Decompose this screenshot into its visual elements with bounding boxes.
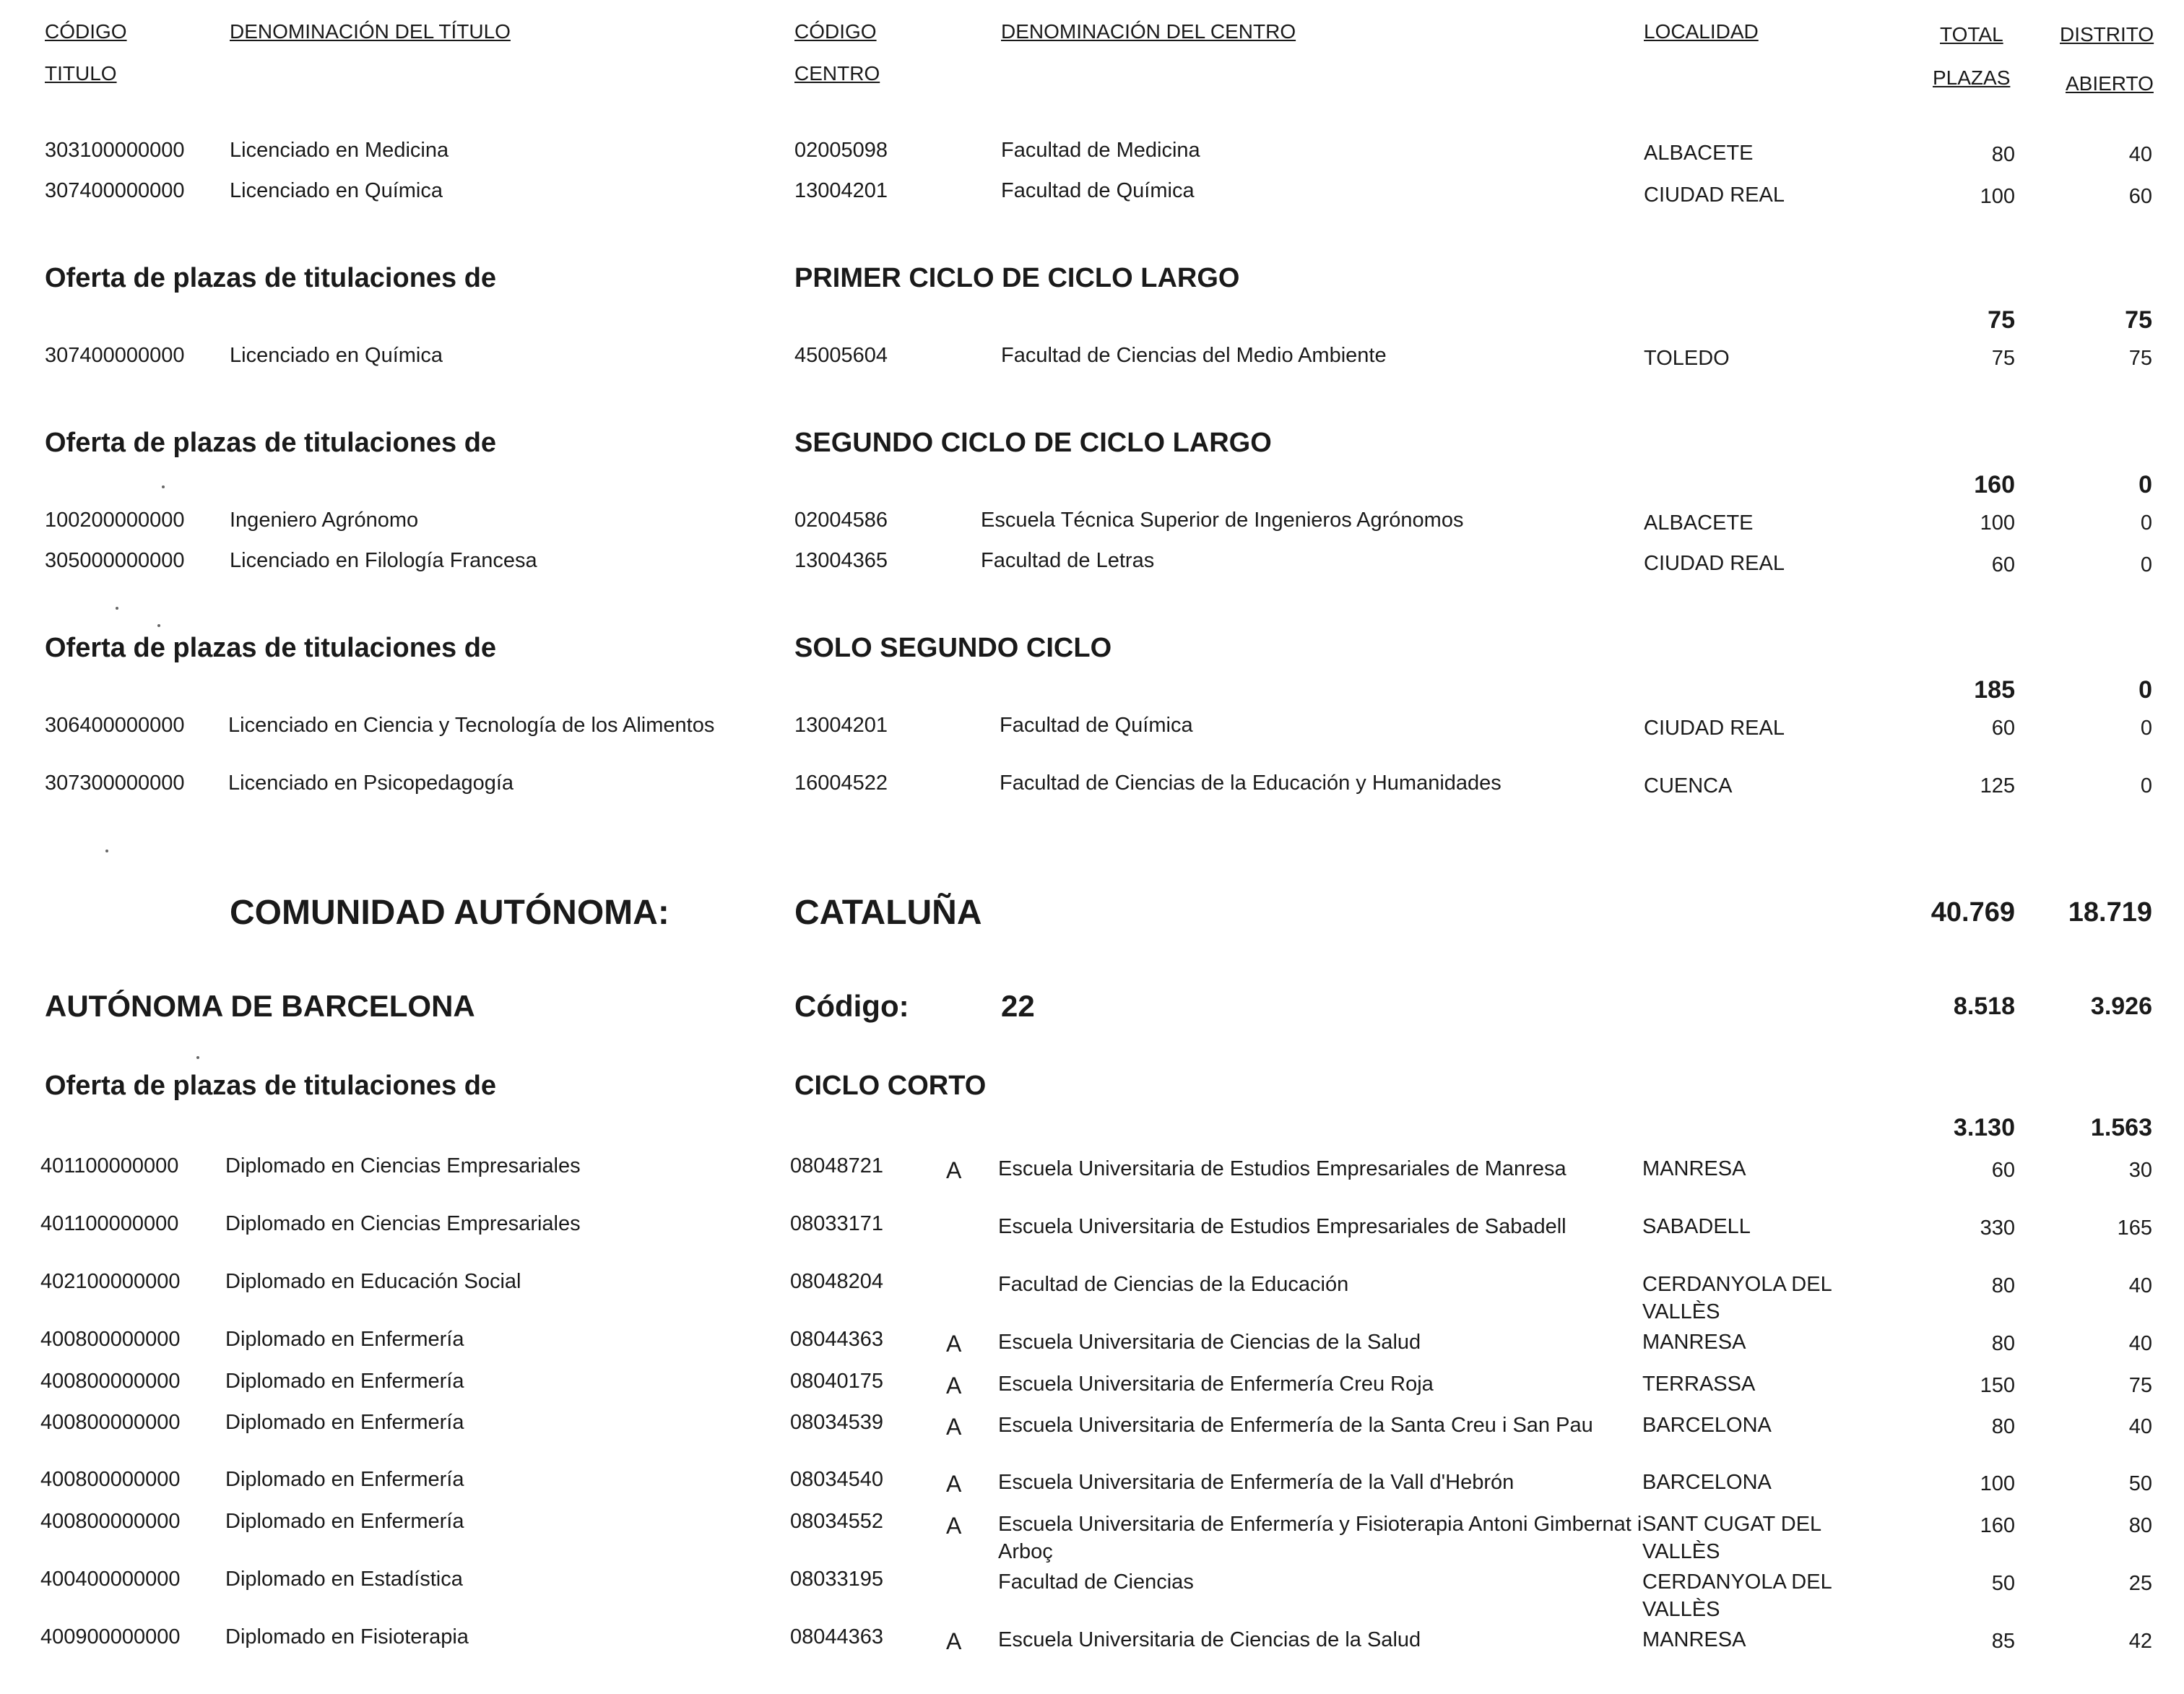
row-locality-line2: VALLÈS [1642,1300,1720,1323]
row-code: 400800000000 [40,1510,181,1533]
row-locality: ALBACETE [1644,142,1754,165]
section-title: SEGUNDO CICLO DE CICLO LARGO [794,428,1272,458]
row-total: 100 [1980,185,2015,208]
row-locality: CIUDAD REAL [1644,552,1785,575]
row-open: 75 [2128,1374,2152,1397]
row-center-code: 13004365 [794,549,888,572]
section-open: 75 [2125,306,2152,334]
row-center-code: 16004522 [794,772,888,795]
row-total: 125 [1980,774,2015,798]
header-codigo-centro: CÓDIGO [794,20,877,43]
row-center-code: 08040175 [790,1370,884,1393]
row-locality: CERDANYOLA DEL [1642,1570,1832,1594]
offer-label: Oferta de plazas de titulaciones de [45,428,497,458]
row-total: 330 [1980,1217,2015,1240]
row-center-code: 13004201 [794,714,888,737]
row-title: Diplomado en Enfermería [225,1328,464,1351]
row-total: 60 [1991,553,2015,576]
section-title: CICLO CORTO [794,1071,987,1101]
header-distrito: DISTRITO [2060,23,2154,46]
row-title: Ingeniero Agrónomo [230,509,419,532]
row-center-code: 02005098 [794,139,888,162]
row-center: Escuela Universitaria de Estudios Empresariales de Manresa [998,1157,1566,1180]
row-locality-line2: VALLÈS [1642,1598,1720,1621]
row-code: 400800000000 [40,1468,181,1491]
row-center: Escuela Universitaria de Enfermería de la Vall d'Hebrón [998,1471,1514,1494]
row-code: 401100000000 [40,1154,179,1177]
row-open: 0 [2140,774,2152,798]
offer-label: Oferta de plazas de titulaciones de [45,633,497,663]
row-total: 50 [1991,1572,2015,1595]
row-total: 100 [1980,1472,2015,1495]
row-open: 25 [2128,1572,2152,1595]
header-plazas: PLAZAS [1933,66,2011,89]
row-flag: A [946,1471,962,1497]
row-open: 40 [2128,1415,2152,1438]
row-center: Escuela Universitaria de Enfermería y Fisioterapia Antoni Gimbernat i [998,1513,1642,1536]
row-code: 400800000000 [40,1411,181,1434]
section-title: PRIMER CICLO DE CICLO LARGO [794,263,1240,293]
row-code: 305000000000 [45,549,185,572]
row-title: Licenciado en Química [230,179,443,202]
row-flag: A [946,1373,962,1399]
row-open: 60 [2128,185,2152,208]
university-name: AUTÓNOMA DE BARCELONA [45,989,475,1023]
row-code: 400800000000 [40,1370,181,1393]
row-center-code: 08048204 [790,1270,884,1293]
section-open: 1.563 [2090,1114,2152,1141]
row-center: Facultad de Ciencias de la Educación y Humanidades [1000,772,1502,795]
row-locality: TOLEDO [1644,347,1730,370]
university-code-label: Código: [794,989,909,1023]
row-title: Diplomado en Ciencias Empresariales [225,1154,581,1177]
row-open: 42 [2128,1630,2152,1653]
section-total: 75 [1988,306,2015,334]
row-code: 400800000000 [40,1328,181,1351]
section-title: SOLO SEGUNDO CICLO [794,633,1112,663]
row-open: 30 [2128,1159,2152,1182]
header-localidad: LOCALIDAD [1644,20,1759,43]
row-open: 40 [2128,1274,2152,1297]
row-open: 0 [2140,553,2152,576]
header-codigo: CÓDIGO [45,20,127,43]
offer-label: Oferta de plazas de titulaciones de [45,263,497,293]
section-total: 3.130 [1953,1114,2015,1141]
row-total: 80 [1991,1415,2015,1438]
row-center-line2: Arboç [998,1540,1053,1563]
row-center: Facultad de Ciencias [998,1570,1194,1594]
row-code: 306400000000 [45,714,185,737]
header-total: TOTAL [1940,23,2003,46]
row-center-code: 08034552 [790,1510,884,1533]
scan-speck [105,850,108,852]
row-center-code: 08033171 [790,1212,884,1235]
row-center: Facultad de Química [1001,179,1195,202]
community-label: COMUNIDAD AUTÓNOMA: [230,894,670,932]
university-code: 22 [1001,989,1035,1023]
header-denominacion-titulo: DENOMINACIÓN DEL TÍTULO [230,20,511,43]
scan-speck [116,607,118,610]
row-open: 0 [2140,717,2152,740]
row-code: 100200000000 [45,509,185,532]
row-title: Licenciado en Filología Francesa [230,549,537,572]
row-total: 60 [1991,1159,2015,1182]
row-open: 50 [2128,1472,2152,1495]
scan-speck [157,624,160,627]
row-locality: MANRESA [1642,1157,1746,1180]
row-locality: BARCELONA [1642,1471,1772,1494]
row-center-code: 08044363 [790,1328,884,1351]
row-code: 402100000000 [40,1270,181,1293]
section-total: 185 [1974,676,2015,704]
row-locality-line2: VALLÈS [1642,1540,1720,1563]
header-denominacion-centro: DENOMINACIÓN DEL CENTRO [1001,20,1296,43]
row-total: 160 [1980,1514,2015,1537]
row-total: 75 [1991,347,2015,370]
row-title: Diplomado en Enfermería [225,1370,464,1393]
row-open: 75 [2128,347,2152,370]
row-center-code: 08033195 [790,1568,884,1591]
header-titulo-code: TITULO [45,62,117,85]
section-open: 0 [2138,676,2152,704]
row-locality: CIUDAD REAL [1644,183,1785,207]
row-center-code: 08034540 [790,1468,884,1491]
community-open: 18.719 [2068,897,2152,928]
row-code: 307300000000 [45,772,185,795]
row-center: Escuela Técnica Superior de Ingenieros Agrónomos [981,509,1464,532]
university-open: 3.926 [2090,993,2152,1020]
row-center: Escuela Universitaria de Ciencias de la Salud [998,1331,1421,1354]
row-title: Diplomado en Enfermería [225,1411,464,1434]
row-total: 80 [1991,1274,2015,1297]
row-total: 150 [1980,1374,2015,1397]
row-total: 100 [1980,511,2015,535]
row-center-code: 08044363 [790,1625,884,1648]
row-title: Licenciado en Medicina [230,139,449,162]
row-title: Diplomado en Enfermería [225,1510,464,1533]
row-locality: CUENCA [1644,774,1733,798]
row-total: 60 [1991,717,2015,740]
row-code: 307400000000 [45,344,185,367]
row-open: 40 [2128,143,2152,166]
row-flag: A [946,1414,962,1440]
row-open: 165 [2117,1217,2152,1240]
row-code: 401100000000 [40,1212,179,1235]
row-flag: A [946,1331,962,1357]
row-total: 80 [1991,1332,2015,1355]
row-center: Facultad de Ciencias de la Educación [998,1273,1349,1296]
scan-speck [196,1056,199,1059]
row-title: Diplomado en Estadística [225,1568,463,1591]
row-center: Facultad de Letras [981,549,1155,572]
row-flag: A [946,1513,962,1539]
row-center: Facultad de Ciencias del Medio Ambiente [1001,344,1387,367]
section-open: 0 [2138,471,2152,498]
row-center-code: 13004201 [794,179,888,202]
row-center: Facultad de Medicina [1001,139,1200,162]
row-title: Diplomado en Educación Social [225,1270,521,1293]
row-locality: CERDANYOLA DEL [1642,1273,1832,1296]
header-centro: CENTRO [794,62,880,85]
row-center: Escuela Universitaria de Ciencias de la Salud [998,1628,1421,1651]
community-name: CATALUÑA [794,894,982,932]
row-flag: A [946,1157,962,1183]
row-center-code: 45005604 [794,344,888,367]
row-code: 400900000000 [40,1625,181,1648]
row-center-code: 02004586 [794,509,888,532]
community-total: 40.769 [1930,897,2015,928]
row-locality: BARCELONA [1642,1414,1772,1437]
row-title: Diplomado en Ciencias Empresariales [225,1212,581,1235]
university-total: 8.518 [1953,993,2015,1020]
row-title: Licenciado en Psicopedagogía [228,772,514,795]
scan-speck [162,485,165,488]
row-title: Diplomado en Fisioterapia [225,1625,469,1648]
row-open: 0 [2140,511,2152,535]
row-locality: ALBACETE [1644,511,1754,535]
row-open: 40 [2128,1332,2152,1355]
row-total: 80 [1991,143,2015,166]
row-title: Licenciado en Ciencia y Tecnología de los Alimentos [228,714,715,737]
row-center: Escuela Universitaria de Enfermería de la Santa Creu i San Pau [998,1414,1593,1437]
row-locality: TERRASSA [1642,1373,1756,1396]
header-abierto: ABIERTO [2066,72,2154,95]
row-code: 303100000000 [45,139,185,162]
row-code: 400400000000 [40,1568,181,1591]
row-locality: SABADELL [1642,1215,1751,1238]
row-locality: MANRESA [1642,1628,1746,1651]
row-title: Licenciado en Química [230,344,443,367]
row-flag: A [946,1628,962,1654]
row-title: Diplomado en Enfermería [225,1468,464,1491]
row-center: Escuela Universitaria de Enfermería Creu Roja [998,1373,1434,1396]
row-open: 80 [2128,1514,2152,1537]
row-center: Escuela Universitaria de Estudios Empresariales de Sabadell [998,1215,1566,1238]
row-locality: CIUDAD REAL [1644,717,1785,740]
row-center: Facultad de Química [1000,714,1193,737]
section-total: 160 [1974,471,2015,498]
row-locality: MANRESA [1642,1331,1746,1354]
row-locality: SANT CUGAT DEL [1642,1513,1822,1536]
row-center-code: 08048721 [790,1154,884,1177]
row-center-code: 08034539 [790,1411,884,1434]
row-code: 307400000000 [45,179,185,202]
row-total: 85 [1991,1630,2015,1653]
offer-label: Oferta de plazas de titulaciones de [45,1071,497,1101]
